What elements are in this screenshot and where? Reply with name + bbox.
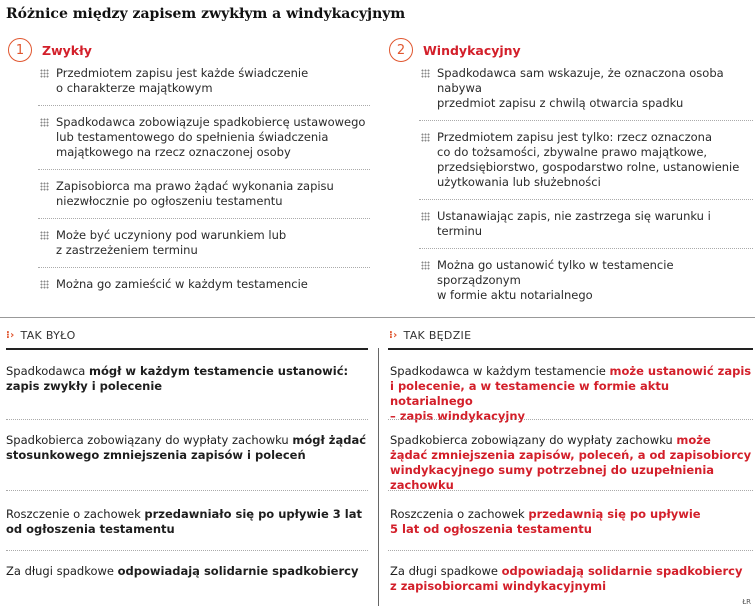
row-separator [6, 419, 368, 420]
column-divider [378, 348, 379, 606]
section-divider [0, 317, 755, 318]
row-separator [6, 490, 368, 491]
row-separator [388, 490, 753, 491]
bullet-grid-icon [40, 118, 49, 127]
column-header-zwykly [8, 38, 92, 62]
will-row: Spadkobierca zobowiązany do wypłaty zachowku może żądać zmniejszenia zapisów, poleceń, a od zapisobiorcy windykacyjnego sumy potrzebnej do uzupełnienia zachowku [390, 433, 752, 492]
list-item: Zapisobiorca ma prawo żądać wykonania zapisu niezwłocznie po ogłoszeniu testamentu [38, 179, 370, 219]
number-badge: 1 [8, 38, 32, 62]
bullet-grid-icon [40, 69, 49, 78]
list-item: Można go ustanowić tylko w testamencie sporządzonym w formie aktu notarialnego [419, 258, 753, 312]
column-header-windykacyjny [389, 38, 521, 62]
bullet-grid-icon [40, 231, 49, 240]
bullet-grid-icon [421, 133, 430, 142]
list-zwykly [38, 66, 370, 310]
list-item: Można go zamieścić w każdym testamencie [38, 277, 370, 301]
list-windykacyjny [419, 66, 753, 321]
list-item: Ustanawiając zapis, nie zastrzega się warunku i terminu [419, 209, 753, 249]
list-item: Spadkodawca zobowiązuje spadkobiercę ustawowego lub testamentowego do spełnienia świadczenia majątkowego na rzecz oznaczonej osoby [38, 115, 370, 170]
heading-tak-bylo: ⁝› TAK BYŁO [6, 329, 76, 342]
row-separator [388, 419, 753, 420]
bullet-grid-icon [40, 182, 49, 191]
will-row: Spadkodawca w każdym testamencie może ustanowić zapis i polecenie, a w testamencie w formie aktu notarialnego – zapis windykacyjny [390, 364, 752, 423]
will-row: Za długi spadkowe odpowiadają solidarnie spadkobiercy z zapisobiorcami windykacyjnymi [390, 564, 743, 593]
list-item: Może być uczyniony pod warunkiem lub z zastrzeżeniem terminu [38, 228, 370, 268]
was-row: Spadkobierca zobowiązany do wypłaty zachowku mógł żądać stosunkowego zmniejszenia zapisów i poleceń [6, 433, 367, 462]
will-row: Roszczenia o zachowek przedawnią się po upływie 5 lat od ogłoszenia testamentu [390, 507, 701, 536]
bullet-grid-icon [40, 280, 49, 289]
was-row: Spadkodawca mógł w każdym testamencie ustanowić: zapis zwykły i polecenie [6, 364, 349, 393]
page-title: Różnice między zapisem zwykłym a windykacyjnym [6, 6, 406, 22]
bullet-grid-icon [421, 69, 430, 78]
list-item: Przedmiotem zapisu jest każde świadczenie o charakterze majątkowym [38, 66, 370, 106]
list-item: Spadkodawca sam wskazuje, że oznaczona osoba nabywa przedmiot zapisu z chwilą otwarcia spadku [419, 66, 753, 121]
arrow-icon: ⁝› [6, 330, 15, 341]
heading-rule [388, 348, 753, 350]
heading-tak-bedzie: ⁝› TAK BĘDZIE [389, 329, 472, 342]
list-item: Przedmiotem zapisu jest tylko: rzecz oznaczona co do tożsamości, zbywalne prawo majątkowe, przedsiębiorstwo, gospodarstwo rolne, ustanowienie użytkowania lub służebności [419, 130, 753, 200]
column-label: Zwykły [42, 42, 92, 58]
was-row: Roszczenie o zachowek przedawniało się po upływie 3 lat od ogłoszenia testamentu [6, 507, 362, 536]
row-separator [6, 550, 368, 551]
bullet-grid-icon [421, 212, 430, 221]
heading-rule [6, 348, 368, 350]
arrow-icon: ⁝› [389, 330, 398, 341]
author-credit: ŁR [742, 598, 751, 606]
was-row: Za długi spadkowe odpowiadają solidarnie spadkobiercy [6, 564, 359, 578]
number-badge: 2 [389, 38, 413, 62]
column-label: Windykacyjny [423, 42, 521, 58]
bullet-grid-icon [421, 261, 430, 270]
row-separator [388, 550, 753, 551]
